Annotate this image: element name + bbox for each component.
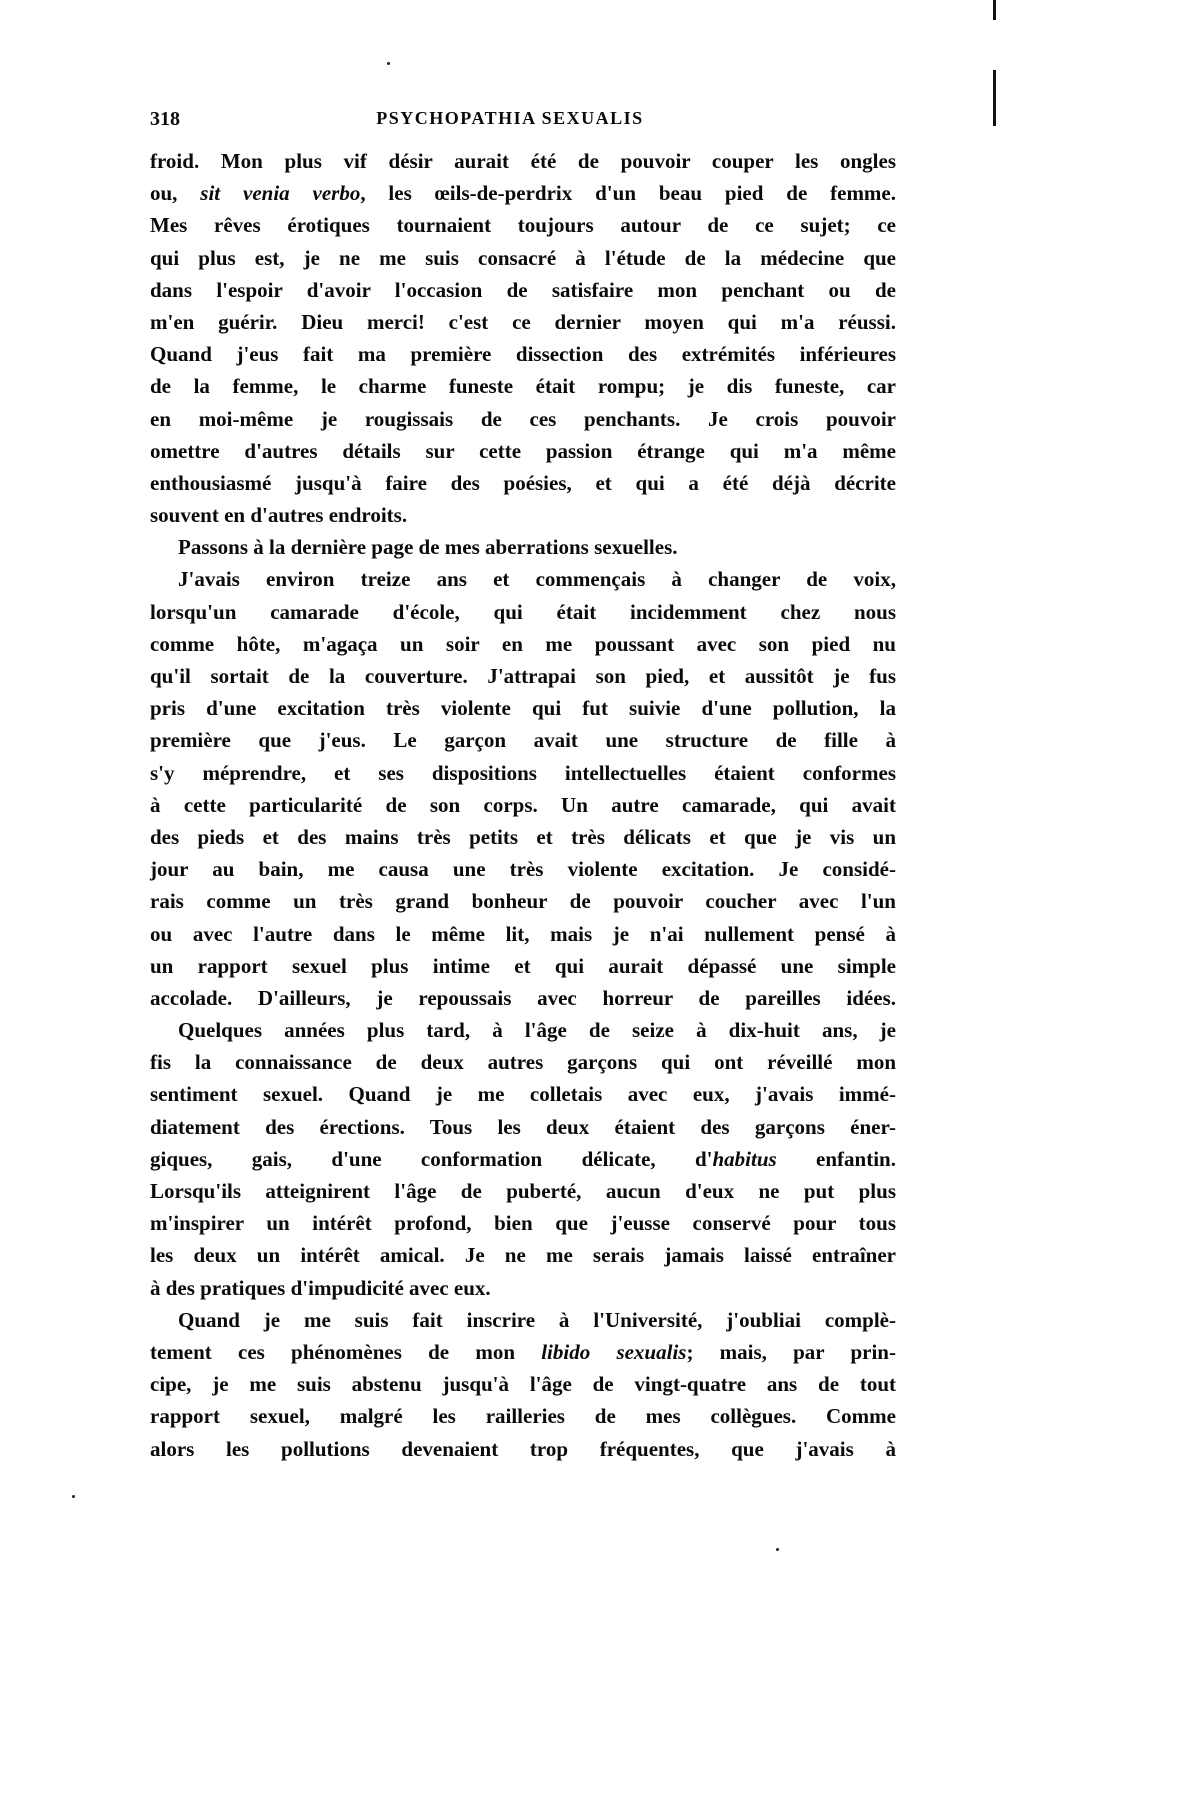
- scan-edge-mark: [993, 70, 996, 126]
- text-line: Quand j'eus fait ma première dissection des extrémités inférieures: [150, 342, 896, 367]
- italic-phrase: habitus: [712, 1146, 777, 1171]
- text-line: ou avec l'autre dans le même lit, mais je n'ai nullement pensé à: [150, 921, 896, 946]
- scan-speck: [72, 1495, 75, 1498]
- text-line: fis la connaissance de deux autres garçons qui ont réveillé mon: [150, 1050, 896, 1075]
- text-line: diatement des érections. Tous les deux étaient des garçons éner-: [150, 1114, 896, 1139]
- text-line: enthousiasmé jusqu'à faire des poésies, et qui a été déjà décrite: [150, 470, 896, 495]
- text-line: de la femme, le charme funeste était rompu; je dis funeste, car: [150, 374, 896, 399]
- text-line: rapport sexuel, malgré les railleries de mes collègues. Comme: [150, 1404, 896, 1429]
- text-line: Passons à la dernière page de mes aberrations sexuelles.: [178, 535, 678, 560]
- text-line: sentiment sexuel. Quand je me colletais avec eux, j'avais immé-: [150, 1082, 896, 1107]
- text-line: un rapport sexuel plus intime et qui aurait dépassé une simple: [150, 953, 896, 978]
- scan-speck: [776, 1548, 779, 1551]
- text-line: omettre d'autres détails sur cette passion étrange qui m'a même: [150, 438, 896, 463]
- text-line: des pieds et des mains très petits et très délicats et que je vis un: [150, 824, 896, 849]
- text-segment: giques, gais, d'une conformation délicate, d': [150, 1146, 713, 1171]
- text-line: [150, 177, 896, 209]
- text-line: froid. Mon plus vif désir aurait été de pouvoir couper les ongles: [150, 149, 896, 173]
- text-line: qu'il sortait de la couverture. J'attrapai son pied, et aussitôt je fus: [150, 664, 896, 688]
- text-line: [150, 1143, 896, 1175]
- text-line: lorsqu'un camarade d'école, qui était incidemment chez nous: [150, 599, 896, 624]
- text-line: cipe, je me suis abstenu jusqu'à l'âge de vingt-quatre ans de tout: [150, 1372, 896, 1397]
- italic-phrase: sit venia verbo: [200, 181, 361, 206]
- text-line: les deux un intérêt amical. Je ne me serais jamais laissé entraîner: [150, 1243, 896, 1268]
- scan-speck: [387, 62, 390, 65]
- text-line: rais comme un très grand bonheur de pouvoir coucher avec l'un: [150, 889, 896, 914]
- text-line: accolade. D'ailleurs, je repoussais avec horreur de pareilles idées.: [150, 985, 896, 1010]
- text-line: Quand je me suis fait inscrire à l'Université, j'oubliai complè-: [178, 1307, 896, 1332]
- text-line: jour au bain, me causa une très violente excitation. Je considé-: [150, 857, 896, 882]
- body-text: [150, 145, 896, 1465]
- text-segment: , les œils-de-perdrix d'un beau pied de femme.: [360, 181, 896, 206]
- running-title: PSYCHOPATHIA SEXUALIS: [376, 108, 644, 128]
- text-line: qui plus est, je ne me suis consacré à l'étude de la médecine que: [150, 245, 896, 270]
- text-segment: enfantin.: [776, 1146, 896, 1171]
- text-segment: ; mais, par prin-: [686, 1339, 896, 1364]
- text-segment: tement ces phénomènes de mon: [150, 1339, 542, 1364]
- text-line: alors les pollutions devenaient trop fréquentes, que j'avais à: [150, 1436, 896, 1461]
- text-line: pris d'une excitation très violente qui fut suivie d'une pollution, la: [150, 696, 896, 721]
- text-line: en moi-même je rougissais de ces penchants. Je crois pouvoir: [150, 406, 896, 431]
- text-line: J'avais environ treize ans et commençais à changer de voix,: [178, 567, 896, 592]
- page-number: 318: [150, 108, 180, 130]
- text-line: m'inspirer un intérêt profond, bien que j'eusse conservé pour tous: [150, 1211, 896, 1236]
- text-line: souvent en d'autres endroits.: [150, 503, 408, 528]
- text-segment: ou,: [150, 181, 201, 206]
- text-line: à des pratiques d'impudicité avec eux.: [150, 1275, 491, 1300]
- scan-edge-mark: [993, 0, 996, 20]
- italic-phrase: libido sexualis: [541, 1339, 687, 1364]
- text-line: comme hôte, m'agaça un soir en me poussant avec son pied nu: [150, 631, 896, 656]
- text-line: [150, 1336, 896, 1368]
- text-line: dans l'espoir d'avoir l'occasion de satisfaire mon penchant ou de: [150, 277, 896, 302]
- text-line: première que j'eus. Le garçon avait une structure de fille à: [150, 728, 896, 753]
- text-line: Mes rêves érotiques tournaient toujours autour de ce sujet; ce: [150, 213, 896, 238]
- text-line: Lorsqu'ils atteignirent l'âge de puberté, aucun d'eux ne put plus: [150, 1179, 896, 1203]
- text-line: m'en guérir. Dieu merci! c'est ce dernier moyen qui m'a réussi.: [150, 309, 896, 334]
- text-line: à cette particularité de son corps. Un autre camarade, qui avait: [150, 792, 896, 817]
- text-line: Quelques années plus tard, à l'âge de seize à dix-huit ans, je: [178, 1018, 896, 1043]
- text-line: s'y méprendre, et ses dispositions intellectuelles étaient conformes: [150, 760, 896, 785]
